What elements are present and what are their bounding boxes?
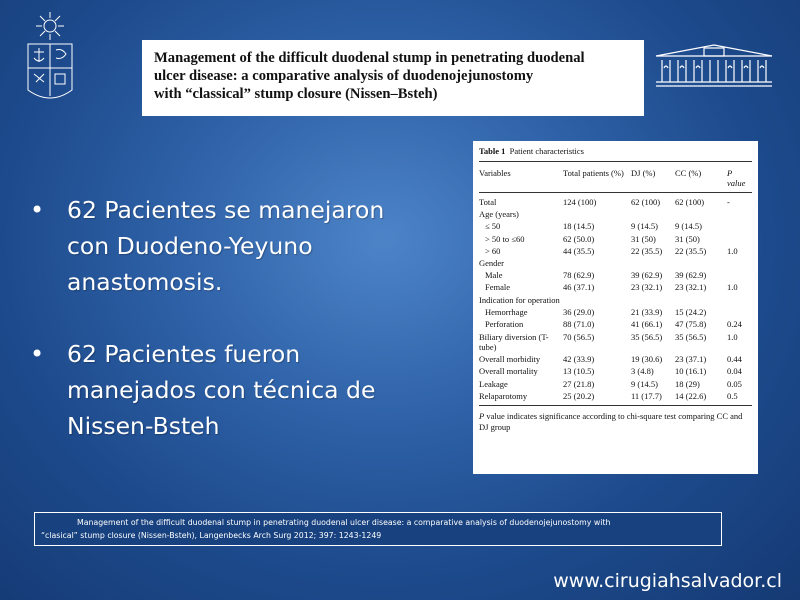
table-header-cell: CC (%): [675, 168, 702, 178]
table-cell: > 60: [485, 245, 501, 256]
table-cell: 0.44: [727, 354, 742, 365]
article-title-line: ulcer disease: a comparative analysis of duodenojejunostomy: [154, 68, 534, 84]
table-cell: 15 (24.2): [675, 306, 707, 317]
bullet-item: [30, 336, 450, 444]
table-cell: 0.04: [727, 366, 742, 377]
article-title-line: Management of the difficult duodenal stump in penetrating duodenal: [154, 50, 585, 66]
table-cell: Overall mortality: [479, 366, 538, 377]
table-cell: [631, 257, 675, 269]
table-cell: [727, 306, 752, 318]
table-footnote-text: value indicates significance according to chi-square test comparing CC and DJ group: [479, 411, 743, 432]
bullet-text-line: manejados con técnica de: [67, 376, 376, 404]
table-cell: 19 (30.6): [631, 354, 663, 365]
bullet-item: [30, 192, 450, 300]
table-cell: Female: [485, 282, 511, 293]
bullet-text-line: 62 Pacientes fueron: [67, 340, 301, 368]
table-header-cell: DJ (%): [631, 168, 656, 178]
table-cell: 62 (100): [675, 197, 705, 207]
table-cell: 124 (100): [563, 197, 597, 207]
table-cell: > 50 to ≤60: [485, 233, 525, 244]
table-cell: 88 (71.0): [563, 319, 595, 330]
table-cell: Overall morbidity: [479, 354, 541, 365]
table-cell: [675, 294, 727, 306]
table-cell: 44 (35.5): [563, 245, 595, 256]
table-cell: 13 (10.5): [563, 366, 595, 377]
bullet-text-line: anastomosis.: [67, 268, 223, 296]
table-caption: [479, 146, 752, 162]
table-cell: 41 (66.1): [631, 319, 663, 330]
table-cell: 62 (50.0): [563, 233, 595, 244]
university-crest-logo: [22, 8, 78, 108]
table-cell: [563, 294, 631, 306]
table-row: [479, 281, 752, 293]
table-cell: Total: [479, 197, 497, 207]
table-cell: [727, 294, 752, 306]
table-cell: Hemorrhage: [485, 306, 528, 317]
table-cell: 22 (35.5): [675, 245, 707, 256]
table-row: [479, 318, 752, 330]
table-cell: 0.5: [727, 390, 738, 401]
table-caption-text: Patient characteristics: [509, 146, 584, 156]
table-cell: 35 (56.5): [631, 332, 663, 343]
table-cell: Male: [485, 270, 503, 281]
table-footnote-p: P: [479, 411, 485, 422]
table-cell: 39 (62.9): [675, 270, 707, 281]
table-cell: 3 (4.8): [631, 366, 654, 377]
citation-line: Management of the difficult duodenal stump in penetrating duodenal ulcer disease: a comparative analysis of duodenojejunostomy with: [77, 518, 611, 527]
table-footnote: [479, 406, 752, 432]
article-title-line: with “classical” stump closure (Nissen–Bsteh): [154, 86, 438, 102]
table-row: [479, 306, 752, 318]
table-row: [479, 353, 752, 365]
table-cell: 10 (16.1): [675, 366, 707, 377]
table-row: [479, 330, 752, 353]
table-cell: Gender: [479, 258, 505, 269]
table-cell: 78 (62.9): [563, 270, 595, 281]
table-cell: [631, 208, 675, 220]
table-cell: 35 (56.5): [675, 332, 707, 343]
table-row: [479, 269, 752, 281]
table-cell: [727, 233, 752, 245]
footer-website-url: www.cirugiahsalvador.cl: [553, 570, 782, 592]
table-row: [479, 390, 752, 402]
table-cell: 18 (14.5): [563, 221, 595, 232]
table-cell: [727, 220, 752, 232]
table-cell: 23 (32.1): [631, 282, 663, 293]
table-cell: Leakage: [479, 378, 508, 389]
table-cell: 0.24: [727, 319, 742, 330]
table-cell: 22 (35.5): [631, 245, 663, 256]
table-body: [479, 193, 752, 406]
bullet-dot-icon: •: [30, 340, 45, 368]
citation-line: “clasical” stump closure (Nissen-Bsteh), Langenbecks Arch Surg 2012; 397: 1243-1249: [41, 531, 382, 540]
citation-box: [34, 512, 722, 546]
table-cell: 31 (50): [675, 233, 700, 244]
table-cell: Biliary diversion (T-tube): [479, 332, 549, 353]
table-cell: [727, 257, 752, 269]
table-cell: 62 (100): [631, 197, 661, 207]
table-caption-label: Table 1: [479, 146, 506, 156]
table-cell: ≤ 50: [485, 221, 501, 232]
table-cell: [631, 294, 675, 306]
table-cell: 21 (33.9): [631, 306, 663, 317]
table-cell: 47 (75.8): [675, 319, 707, 330]
article-title-box: [142, 40, 644, 116]
table-cell: 18 (29): [675, 378, 700, 389]
table-cell: 42 (33.9): [563, 354, 595, 365]
table-cell: 23 (37.1): [675, 354, 707, 365]
table-cell: 9 (14.5): [631, 221, 658, 232]
table-cell: 23 (32.1): [675, 282, 707, 293]
table-header-cell: Variables: [479, 168, 511, 178]
table-header-cell: P value: [727, 168, 746, 188]
table-row: [479, 245, 752, 257]
table-row: [479, 196, 752, 208]
table-cell: 9 (14.5): [675, 221, 702, 232]
table-cell: 46 (37.1): [563, 282, 595, 293]
table-cell: 1.0: [727, 282, 738, 293]
bullet-text-line: 62 Pacientes se manejaron: [67, 196, 385, 224]
table-cell: 36 (29.0): [563, 306, 595, 317]
table-row: [479, 378, 752, 390]
table-row: [479, 233, 752, 245]
patient-characteristics-table: [473, 141, 758, 474]
table-cell: [563, 257, 631, 269]
table-cell: 1.0: [727, 332, 738, 343]
table-cell: Indication for operation: [479, 294, 560, 305]
table-header-cell: Total patients (%): [563, 168, 624, 178]
bullet-list: [30, 192, 450, 480]
table-row: [479, 220, 752, 232]
table-cell: Relaparotomy: [479, 390, 528, 401]
table-row: [479, 208, 752, 220]
bullet-text-line: con Duodeno-Yeyuno: [67, 232, 313, 260]
table-cell: 1.0: [727, 245, 738, 256]
table-cell: 14 (22.6): [675, 390, 707, 401]
bullet-dot-icon: •: [30, 196, 45, 224]
table-cell: Perforation: [485, 319, 524, 330]
table-cell: 0.05: [727, 378, 742, 389]
table-cell: Age (years): [479, 209, 519, 220]
table-row: [479, 294, 752, 306]
table-cell: 27 (21.8): [563, 378, 595, 389]
table-cell: 11 (17.7): [631, 390, 662, 401]
table-cell: 31 (50): [631, 233, 656, 244]
table-cell: [727, 269, 752, 281]
table-cell: -: [727, 197, 730, 207]
table-cell: [563, 208, 631, 220]
table-cell: 9 (14.5): [631, 378, 658, 389]
table-row: [479, 257, 752, 269]
table-cell: 39 (62.9): [631, 270, 663, 281]
table-header-row: [479, 162, 752, 193]
table-row: [479, 365, 752, 377]
table-cell: [727, 208, 752, 220]
table-cell: [675, 208, 727, 220]
bullet-text-line: Nissen-Bsteh: [67, 412, 220, 440]
hospital-building-logo: [654, 42, 774, 90]
table-cell: [675, 257, 727, 269]
table-cell: 25 (20.2): [563, 390, 595, 401]
table-cell: 70 (56.5): [563, 332, 595, 343]
